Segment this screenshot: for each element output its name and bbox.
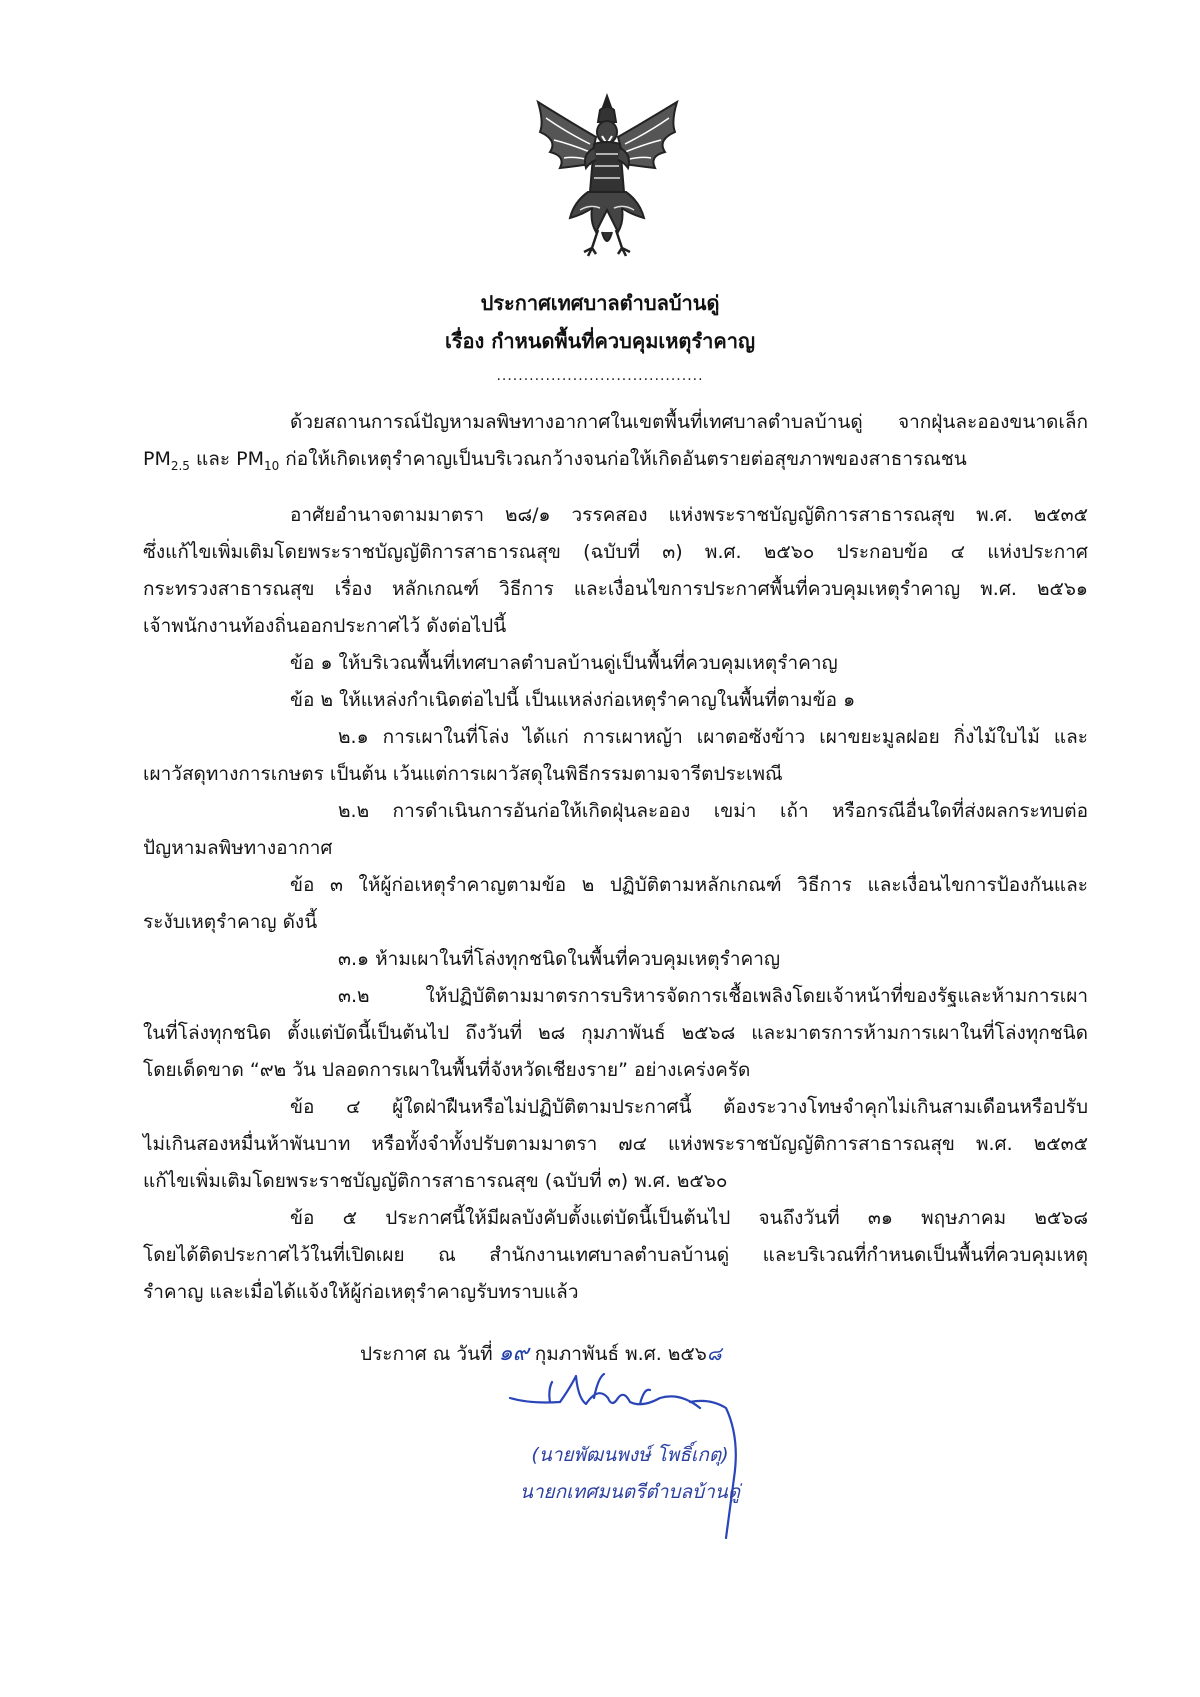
clause-3-2-line-2: ในที่โล่งทุกชนิด ตั้งแต่บัดนี้เป็นต้นไป ถึงวันที่ ๒๘ กุมภาพันธ์ ๒๕๖๘ และมาตรการห้ามการเผาในที่โล่งทุกชนิด (143, 1022, 1088, 1044)
pm10-subscript: 10 (263, 459, 280, 473)
clause-5-line-3: รำคาญ และเมื่อได้แจ้งให้ผู้ก่อเหตุรำคาญรับทราบแล้ว (143, 1281, 579, 1303)
announcement-date (360, 1335, 721, 1370)
clause-4-line-2: ไม่เกินสองหมื่นห้าพันบาท หรือทั้งจำทั้งปรับตามมาตรา ๗๔ แห่งพระราชบัญญัติการสาธารณสุข พ.ศ. ๒๕๓๕ (143, 1133, 1088, 1155)
garuda-emblem-icon (530, 92, 685, 262)
clause-1: ข้อ ๑ ให้บริเวณพื้นที่เทศบาลตำบลบ้านดู่เป็นพื้นที่ควบคุมเหตุรำคาญ (290, 652, 838, 674)
clause-3-2-line-3: โดยเด็ดขาด “๙๒ วัน ปลอดการเผาในพื้นที่จังหวัดเชียงราย” อย่างเคร่งครัด (143, 1059, 751, 1081)
and-pm-text: และ PM (189, 448, 264, 470)
paragraph-2-line-1: อาศัยอำนาจตามมาตรา ๒๘/๑ วรรคสอง แห่งพระราชบัญญัติการสาธารณสุข พ.ศ. ๒๕๓๕ (290, 504, 1088, 526)
date-year-last-digit: ๘ (706, 1343, 722, 1365)
date-prefix: ประกาศ ณ วันที่ (360, 1343, 499, 1365)
pm25-subscript: 2.5 (170, 459, 190, 473)
clause-2-2-line-2: ปัญหามลพิษทางอากาศ (143, 837, 333, 859)
title-divider: ...................................... (496, 368, 704, 384)
clause-4-line-3: แก้ไขเพิ่มเติมโดยพระราชบัญญัติการสาธารณสุข (ฉบับที่ ๓) พ.ศ. ๒๕๖๐ (143, 1170, 728, 1192)
announcement-title: ประกาศเทศบาลตำบลบ้านดู่ (480, 291, 720, 315)
paragraph-2-line-3: กระทรวงสาธารณสุข เรื่อง หลักเกณฑ์ วิธีการ และเงื่อนไขการประกาศพื้นที่ควบคุมเหตุรำคาญ พ.ศ. ๒๕๖๑ (143, 578, 1088, 600)
signer-name: (นายพัฒนพงษ์ โพธิ์เกตุ) (531, 1444, 729, 1466)
signer-title: นายกเทศมนตรีตำบลบ้านดู่ (519, 1481, 741, 1503)
clause-3-line-2: ระงับเหตุรำคาญ ดังนี้ (143, 911, 318, 933)
clause-3-2-line-1: ๓.๒ ให้ปฏิบัติตามมาตรการบริหารจัดการเชื้อเพลิงโดยเจ้าหน้าที่ของรัฐและห้ามการเผา (338, 985, 1088, 1007)
paragraph-2-line-2: ซึ่งแก้ไขเพิ่มเติมโดยพระราชบัญญัติการสาธารณสุข (ฉบับที่ ๓) พ.ศ. ๒๕๖๐ ประกอบข้อ ๔ แห่งประกาศ (143, 541, 1088, 563)
clause-4-line-1: ข้อ ๔ ผู้ใดฝ่าฝืนหรือไม่ปฏิบัติตามประกาศนี้ ต้องระวางโทษจำคุกไม่เกินสามเดือนหรือปรับ (290, 1096, 1088, 1118)
clause-5-line-1: ข้อ ๕ ประกาศนี้ให้มีผลบังคับตั้งแต่บัดนี้เป็นต้นไป จนถึงวันที่ ๓๑ พฤษภาคม ๒๕๖๘ (290, 1207, 1088, 1229)
paragraph-1-line-2 (143, 447, 967, 478)
clause-2-1-line-1: ๒.๑ การเผาในที่โล่ง ได้แก่ การเผาหญ้า เผาตอซังข้าว เผาขยะมูลฝอย กิ่งไม้ใบไม้ และ (338, 726, 1088, 748)
paragraph-1-rest: ก่อให้เกิดเหตุรำคาญเป็นบริเวณกว้างจนก่อให้เกิดอันตรายต่อสุขภาพของสาธารณชน (279, 448, 967, 470)
clause-5-line-2: โดยได้ติดประกาศไว้ในที่เปิดเผย ณ สำนักงานเทศบาลตำบลบ้านดู่ และบริเวณที่กำหนดเป็นพื้นที่ควบคุมเหตุ (143, 1244, 1088, 1266)
clause-2-1-line-2: เผาวัสดุทางการเกษตร เป็นต้น เว้นแต่การเผาวัสดุในพิธีกรรมตามจารีตประเพณี (143, 763, 783, 785)
paragraph-2-line-4: เจ้าพนักงานท้องถิ่นออกประกาศไว้ ดังต่อไปนี้ (143, 615, 507, 637)
pm-text: PM (143, 448, 171, 470)
date-month-year: กุมภาพันธ์ พ.ศ. ๒๕๖ (528, 1343, 707, 1365)
clause-3-1: ๓.๑ ห้ามเผาในที่โล่งทุกชนิดในพื้นที่ควบคุมเหตุรำคาญ (338, 948, 781, 970)
clause-2: ข้อ ๒ ให้แหล่งกำเนิดต่อไปนี้ เป็นแหล่งก่อเหตุรำคาญในพื้นที่ตามข้อ ๑ (290, 689, 856, 711)
announcement-subject: เรื่อง กำหนดพื้นที่ควบคุมเหตุรำคาญ (444, 329, 756, 353)
clause-2-2-line-1: ๒.๒ การดำเนินการอันก่อให้เกิดฝุ่นละออง เขม่า เถ้า หรือกรณีอื่นใดที่ส่งผลกระทบต่อ (338, 800, 1088, 822)
paragraph-1-line-1: ด้วยสถานการณ์ปัญหามลพิษทางอากาศในเขตพื้นที่เทศบาลตำบลบ้านดู่ จากฝุ่นละอองขนาดเล็ก (290, 411, 1088, 433)
clause-3-line-1: ข้อ ๓ ให้ผู้ก่อเหตุรำคาญตามข้อ ๒ ปฏิบัติตามหลักเกณฑ์ วิธีการ และเงื่อนไขการป้องกันและ (290, 874, 1088, 896)
date-day-handwritten: ๑๙ (498, 1341, 529, 1366)
